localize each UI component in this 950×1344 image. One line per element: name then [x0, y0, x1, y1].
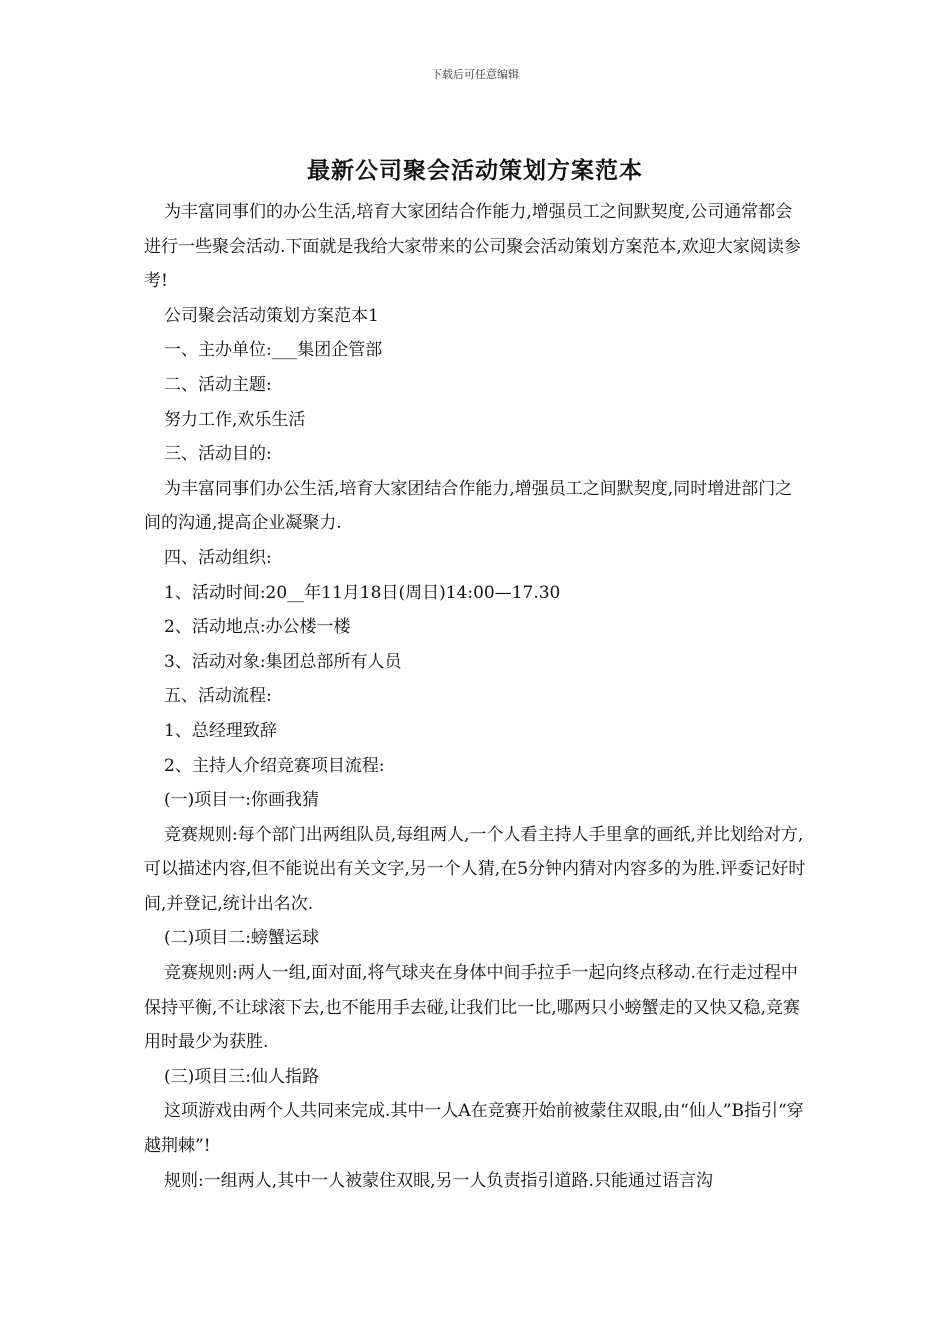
paragraph: 3、活动对象:集团总部所有人员 [164, 651, 402, 672]
document-body [144, 195, 808, 1198]
paragraph: (三)项目三:仙人指路 [164, 1066, 319, 1087]
paragraph: (二)项目二:螃蟹运球 [164, 928, 319, 949]
paragraph: 这项游戏由两个人共同来完成.其中一人A在竞赛开始前被蒙住双眼,由“仙人”B指引“穿越荆棘”! [144, 1101, 804, 1157]
paragraph: 一、主办单位:___集团企管部 [164, 340, 383, 361]
paragraph: 二、活动主题: [164, 374, 272, 395]
paragraph: 2、活动地点:办公楼一楼 [164, 617, 351, 638]
paragraph: 2、主持人介绍竞赛项目流程: [164, 755, 385, 776]
paragraph: 五、活动流程: [164, 686, 272, 707]
paragraph: (一)项目一:你画我猜 [164, 790, 319, 811]
header-note: 下载后可任意编辑 [431, 68, 519, 81]
paragraph: 竞赛规则:每个部门出两组队员,每组两人,一个人看主持人手里拿的画纸,并比划给对方,可以描述内容,但不能说出有关文字,另一个人猜,在5分钟内猜对内容多的为胜.评委记好时间,并登记,统计出名次. [144, 824, 806, 914]
paragraph: 三、活动目的: [164, 444, 272, 465]
paragraph: 为丰富同事们的办公生活,培育大家团结合作能力,增强员工之间默契度,公司通常都会进行一些聚会活动.下面就是我给大家带来的公司聚会活动策划方案范本,欢迎大家阅读参考! [144, 202, 801, 292]
paragraph: 努力工作,欢乐生活 [164, 409, 306, 430]
paragraph: 1、活动时间:20__年11月18日(周日)14:00—17.30 [164, 582, 561, 603]
paragraph: 竞赛规则:两人一组,面对面,将气球夹在身体中间手拉手一起向终点移动.在行走过程中保持平衡,不让球滚下去,也不能用手去碰,让我们比一比,哪两只小螃蟹走的又快又稳,竞赛用时最少为获胜. [144, 963, 801, 1053]
paragraph: 为丰富同事们办公生活,培育大家团结合作能力,增强员工之间默契度,同时增进部门之间的沟通,提高企业凝聚力. [144, 478, 793, 534]
paragraph: 1、总经理致辞 [164, 720, 277, 741]
paragraph: 公司聚会活动策划方案范本1 [164, 305, 379, 326]
paragraph: 四、活动组织: [164, 547, 272, 568]
document-title: 最新公司聚会活动策划方案范本 [307, 157, 643, 184]
paragraph: 规则:一组两人,其中一人被蒙住双眼,另一人负责指引道路.只能通过语言沟 [164, 1170, 713, 1191]
